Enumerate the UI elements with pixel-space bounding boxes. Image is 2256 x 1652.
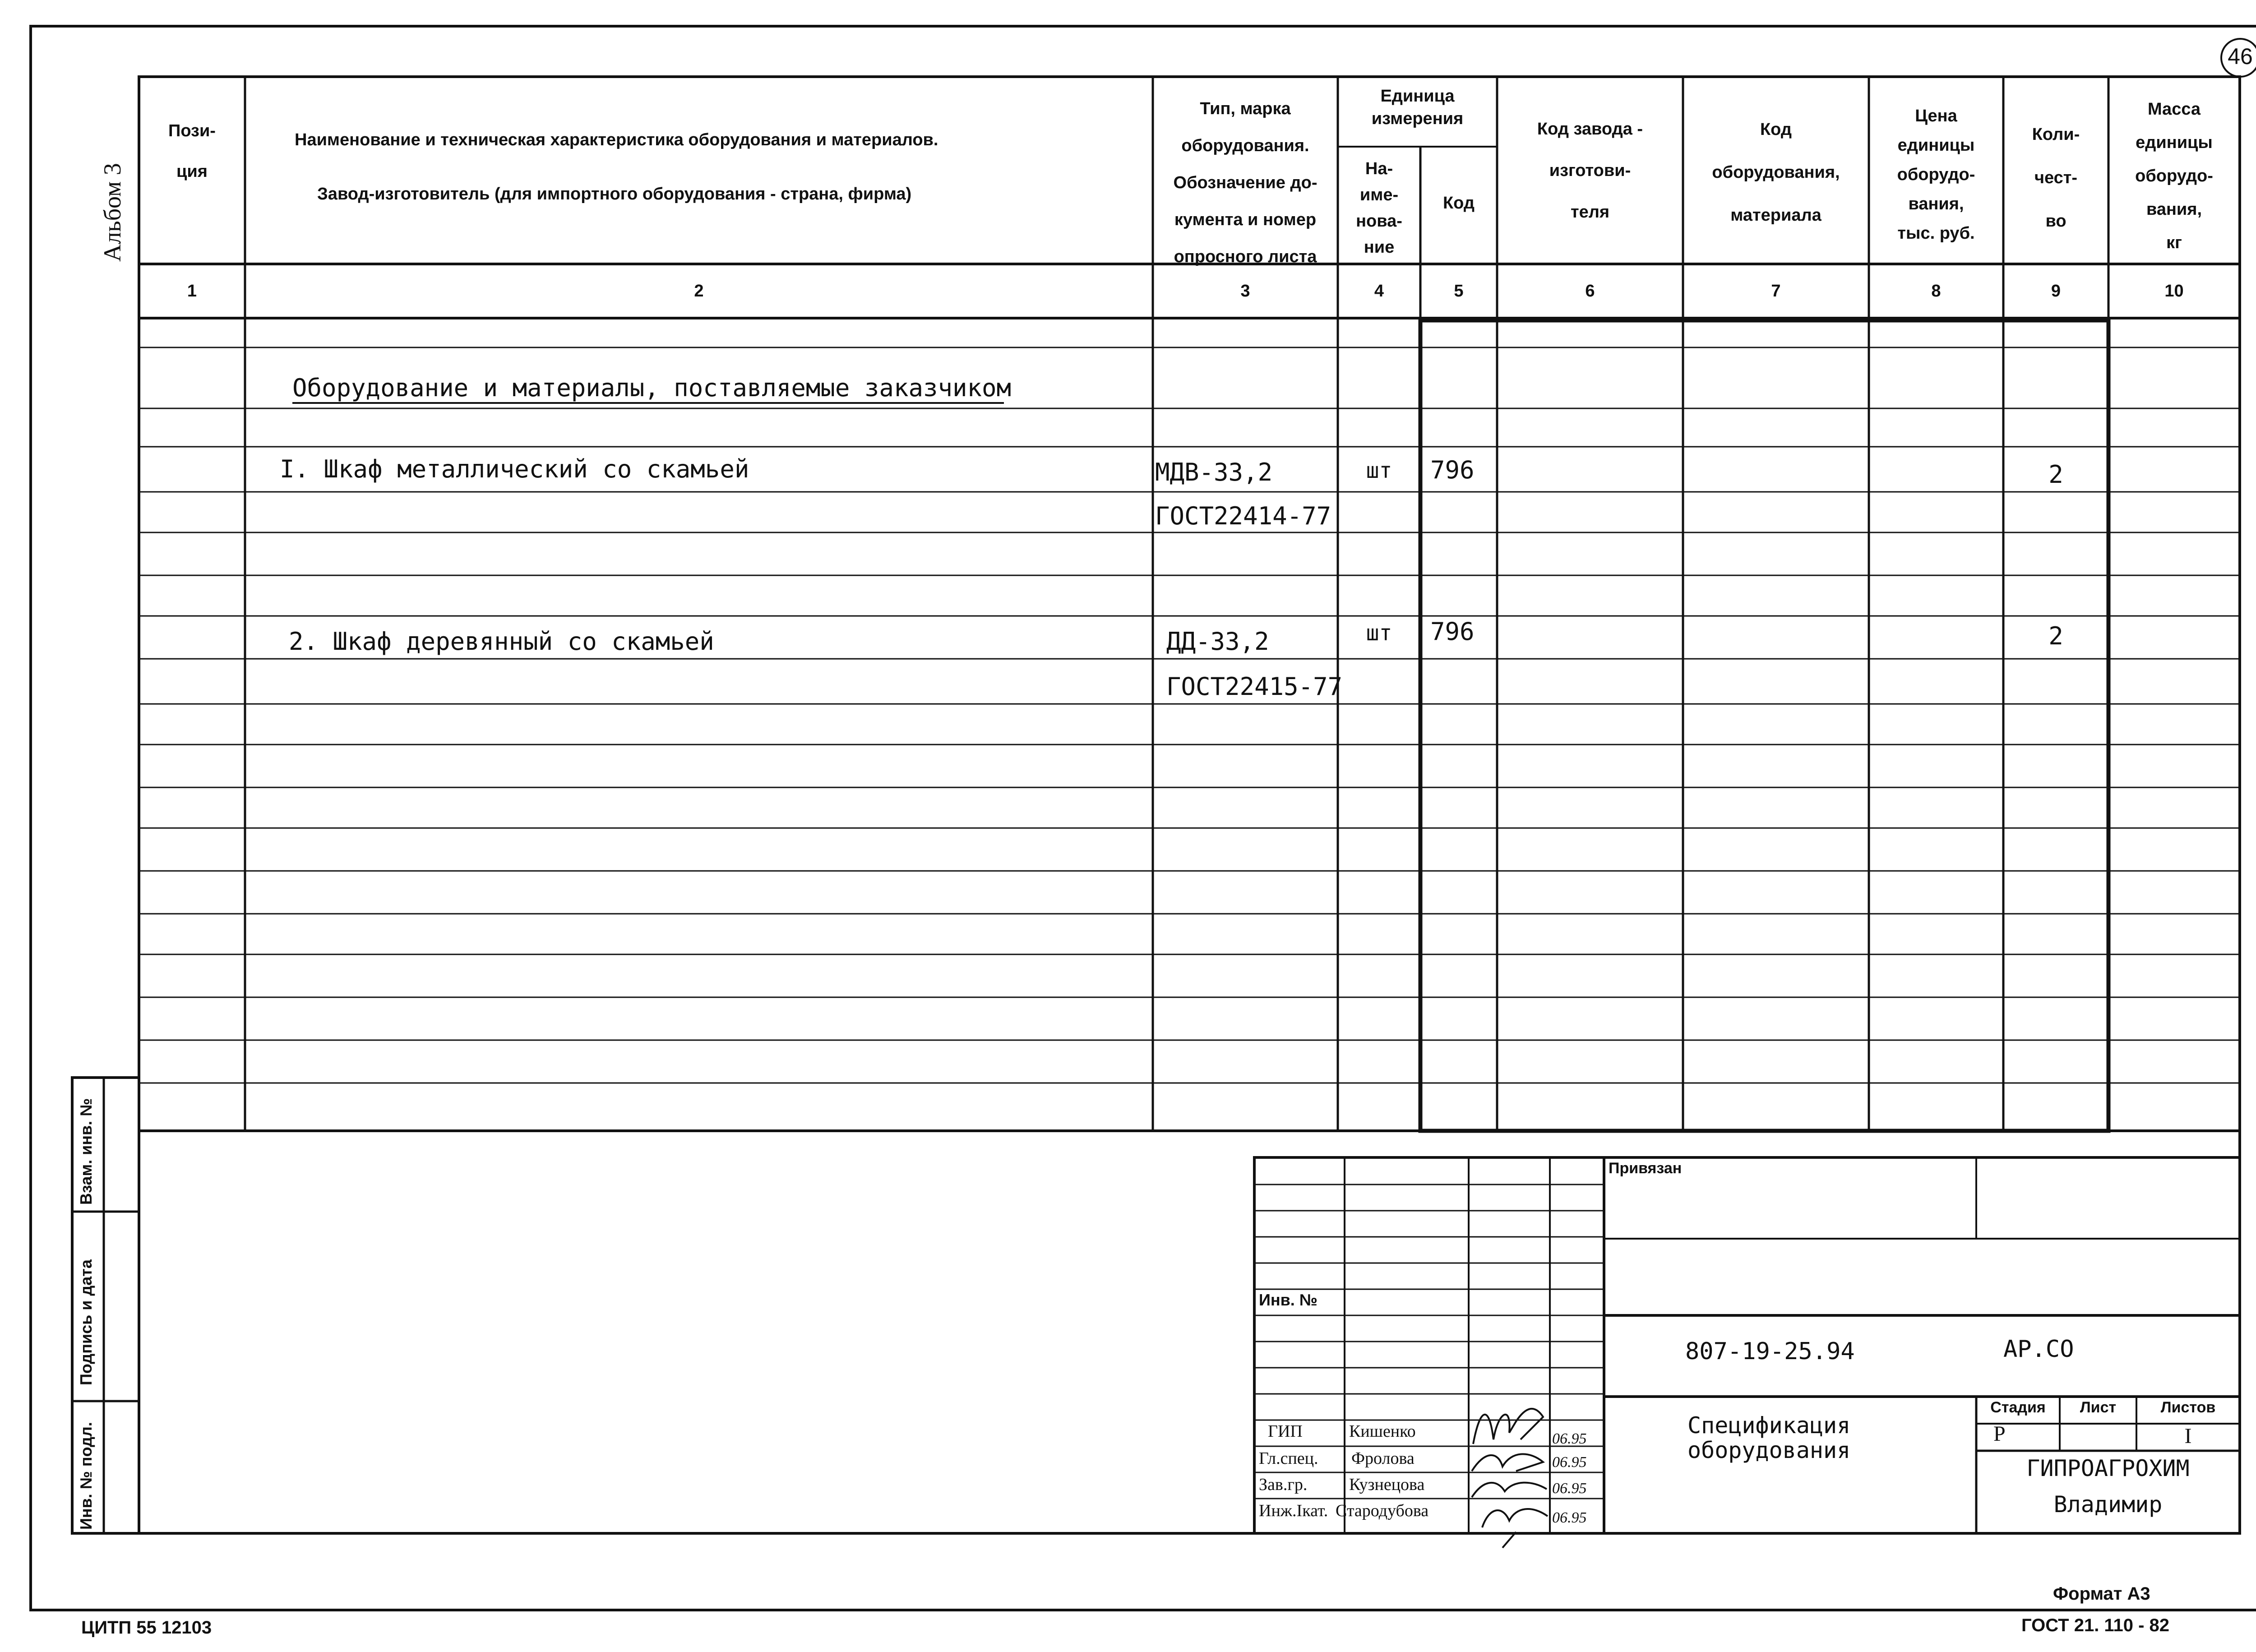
header-col5: Код	[1442, 194, 1475, 213]
section-title: Оборудование и материалы, поставляемые заказчиком	[292, 374, 1012, 402]
title-line2: оборудования	[1687, 1437, 1851, 1463]
col-number-7: 7	[1771, 282, 1781, 301]
signer-date: 06.95	[1552, 1509, 1587, 1526]
signer-role: ГИП	[1268, 1422, 1303, 1441]
header-col1: Пози- ция	[168, 121, 216, 181]
header-col7: Код оборудования, материала	[1712, 120, 1840, 225]
stadiya-value: Р	[1993, 1422, 2006, 1446]
col-number-6: 6	[1585, 282, 1595, 301]
header-unit-group: Единица измерения	[1371, 87, 1464, 128]
item1-type: МДВ-33,2	[1155, 458, 1273, 486]
header-col8: Цена единицы оборудо- вания, тыс. руб.	[1897, 106, 1975, 243]
signer-date: 06.95	[1552, 1454, 1587, 1471]
item2-type: ДД-33,2	[1166, 627, 1269, 656]
col-number-1: 1	[187, 282, 197, 301]
signer-date: 06.95	[1552, 1430, 1587, 1447]
format-label: Формат А3	[2053, 1584, 2150, 1604]
item1-doc: ГОСТ22414-77	[1155, 502, 1331, 530]
doc-number: 807-19-25.94	[1685, 1338, 1855, 1365]
inv-no-label: Инв. №	[1259, 1291, 1318, 1309]
signer-role: Гл.спец.	[1259, 1449, 1318, 1468]
album-label: Альбом 3	[99, 163, 126, 262]
item1-name: I. Шкаф металлический со скамьей	[280, 455, 749, 483]
signer-name: Кишенко	[1349, 1422, 1416, 1441]
org-line1: ГИПРОАГРОХИМ	[2026, 1455, 2190, 1481]
signatures	[1472, 1409, 1548, 1548]
signer-date: 06.95	[1552, 1480, 1587, 1497]
list-label: Лист	[2080, 1399, 2117, 1416]
col-number-2: 2	[694, 282, 704, 301]
footer-right: ГОСТ 21. 110 - 82	[2021, 1615, 2169, 1635]
col-number-5: 5	[1454, 282, 1464, 301]
header-col9: Коли- чест- во	[2032, 125, 2080, 231]
doc-code: АР.СО	[2003, 1336, 2074, 1363]
side-stamp-podpis: Подпись и дата	[77, 1259, 95, 1385]
item2-name: 2. Шкаф деревянный со скамьей	[289, 627, 714, 656]
col-number-9: 9	[2051, 282, 2061, 301]
item1-code: 796	[1430, 456, 1475, 484]
signer-name: Фролова	[1351, 1449, 1415, 1468]
signer-role: Зав.гр.	[1259, 1475, 1308, 1494]
header-col2: Наименование и техническая характеристика оборудования и материалов. Завод-изготовитель (для импортного оборудования - страна, фирма)	[295, 130, 938, 204]
header-col10: Масса единицы оборудо- вания, кг	[2135, 100, 2213, 252]
signer-name: Стародубова	[1336, 1501, 1429, 1520]
listov-value: I	[2184, 1424, 2192, 1448]
item2-doc: ГОСТ22415-77	[1166, 672, 1343, 701]
header-col4: На- име- нова- ние	[1356, 159, 1402, 257]
col-number-8: 8	[1931, 282, 1941, 301]
item1-qty: 2	[2048, 460, 2063, 489]
page-number: 46	[2228, 44, 2253, 69]
header-col6: Код завода - изготови- теля	[1537, 120, 1643, 222]
signer-role: Инж.Iкат.	[1259, 1501, 1328, 1520]
col-number-10: 10	[2164, 282, 2184, 301]
privyazan-label: Привязан	[1609, 1160, 1682, 1177]
col-number-3: 3	[1240, 282, 1250, 301]
side-stamp-vzam: Взам. инв. №	[77, 1098, 95, 1205]
listov-label: Листов	[2160, 1399, 2216, 1416]
col-number-4: 4	[1374, 282, 1384, 301]
title-line1: Спецификация	[1687, 1412, 1851, 1439]
item1-unit: шт	[1366, 458, 1392, 483]
side-stamp-inv-podl: Инв. № подл.	[77, 1422, 95, 1530]
item2-qty: 2	[2048, 622, 2063, 650]
item2-code: 796	[1430, 617, 1475, 646]
header-col3: Тип, марка оборудования. Обозначение до- кумента и номер опросного листа	[1173, 99, 1318, 266]
org-line2: Владимир	[2053, 1491, 2163, 1518]
stadiya-label: Стадия	[1990, 1399, 2046, 1416]
item2-unit: шт	[1366, 620, 1392, 646]
signer-name: Кузнецова	[1349, 1475, 1425, 1494]
footer-left: ЦИТП 55 12103	[81, 1618, 212, 1638]
